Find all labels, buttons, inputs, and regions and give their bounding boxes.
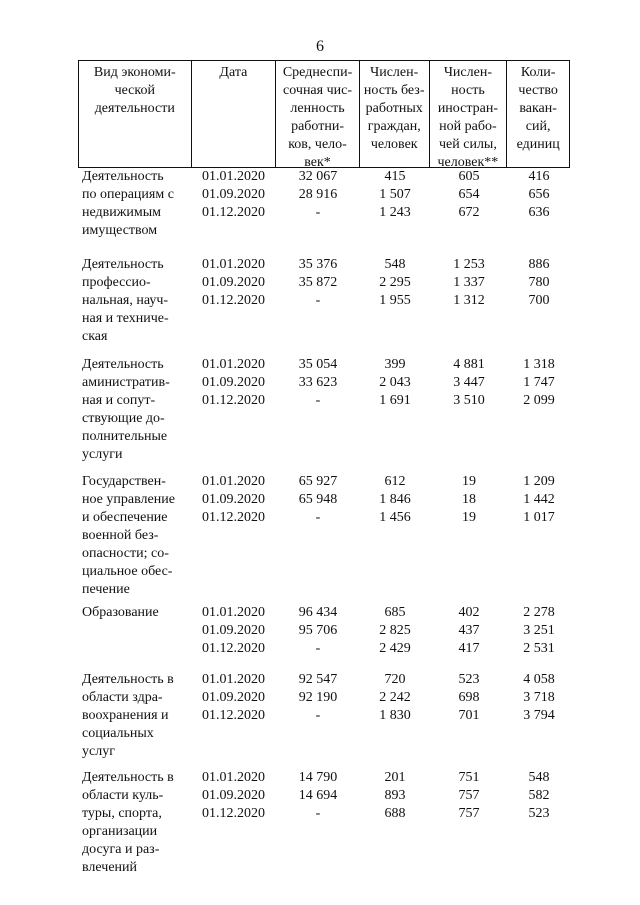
table-row	[78, 671, 570, 769]
header-date: Дата	[192, 61, 277, 167]
foreign-workforce-values: 751 757 757	[458, 770, 480, 821]
activity-name: Деятельность аминистратив- ная и сопут- ствующие до- полнительные услуги	[82, 357, 170, 462]
average-employees-values: 35 054 33 623 -	[298, 357, 338, 408]
table-row	[78, 356, 570, 473]
average-employees-values: 35 376 35 872 -	[298, 257, 338, 308]
average-employees-values: 96 434 95 706 -	[298, 605, 338, 656]
vacancies-values: 1 318 1 747 2 099	[523, 357, 555, 408]
vacancies-values: 2 278 3 251 2 531	[523, 605, 555, 656]
unemployed-values: 548 2 295 1 955	[379, 257, 411, 308]
foreign-workforce-values: 523 698 701	[458, 672, 480, 723]
vacancies-values: 4 058 3 718 3 794	[523, 672, 555, 723]
page-number: 6	[316, 38, 324, 55]
activity-name: Образование	[82, 605, 159, 620]
vacancies-values: 886 780 700	[528, 257, 550, 308]
foreign-workforce-values: 402 437 417	[458, 605, 480, 656]
average-employees-values: 65 927 65 948 -	[298, 474, 338, 525]
header-foreign-workforce: Числен- ность иностран- ной рабо- чей силы, человек**	[430, 61, 508, 167]
activity-name: Деятельность профессио- нальная, науч- ная и техниче- ская	[82, 257, 169, 344]
date-values: 01.01.2020 01.09.2020 01.12.2020	[202, 672, 265, 723]
activity-name: Деятельность по операциям с недвижимым имуществом	[82, 169, 174, 238]
foreign-workforce-values: 1 253 1 337 1 312	[453, 257, 485, 308]
date-values: 01.01.2020 01.09.2020 01.12.2020	[202, 474, 265, 525]
unemployed-values: 720 2 242 1 830	[379, 672, 411, 723]
foreign-workforce-values: 605 654 672	[458, 169, 480, 220]
table-body	[78, 168, 570, 881]
table-row	[78, 769, 570, 881]
vacancies-values: 1 209 1 442 1 017	[523, 474, 555, 525]
table-row	[78, 604, 570, 671]
average-employees-values: 14 790 14 694 -	[298, 770, 338, 821]
table-row	[78, 168, 570, 256]
header-activity-type: Вид экономи- ческой деятельности	[79, 61, 192, 167]
average-employees-values: 92 547 92 190 -	[298, 672, 338, 723]
header-vacancies: Коли- чество вакан- сий, единиц	[516, 65, 560, 152]
activity-name: Деятельность в области куль- туры, спорта, организации досуга и раз- влечений	[82, 770, 174, 875]
unemployed-values: 415 1 507 1 243	[379, 169, 411, 220]
table-header	[78, 60, 570, 168]
unemployed-values: 399 2 043 1 691	[379, 357, 411, 408]
foreign-workforce-values: 4 881 3 447 3 510	[453, 357, 485, 408]
activity-name: Деятельность в области здра- воохранения и социальных услуг	[82, 672, 174, 759]
date-values: 01.01.2020 01.09.2020 01.12.2020	[202, 605, 265, 656]
unemployed-values: 201 893 688	[384, 770, 406, 821]
header-unemployed: Числен- ность без- работных граждан, человек	[360, 61, 430, 167]
date-values: 01.01.2020 01.09.2020 01.12.2020	[202, 357, 265, 408]
average-employees-values: 32 067 28 916 -	[298, 169, 338, 220]
vacancies-values: 548 582 523	[528, 770, 550, 821]
unemployed-values: 685 2 825 2 429	[379, 605, 411, 656]
activity-name: Государствен- ное управление и обеспечение военной без- опасности; со- циальное обес- печение	[82, 474, 175, 597]
date-values: 01.01.2020 01.09.2020 01.12.2020	[202, 169, 265, 220]
foreign-workforce-values: 19 18 19	[462, 474, 476, 525]
date-values: 01.01.2020 01.09.2020 01.12.2020	[202, 770, 265, 821]
table-row	[78, 256, 570, 356]
unemployed-values: 612 1 846 1 456	[379, 474, 411, 525]
header-average-employees: Среднеспи- сочная чис- ленность работни- ков, чело- век*	[276, 61, 360, 167]
table-row	[78, 473, 570, 604]
vacancies-values: 416 656 636	[528, 169, 550, 220]
date-values: 01.01.2020 01.09.2020 01.12.2020	[202, 257, 265, 308]
